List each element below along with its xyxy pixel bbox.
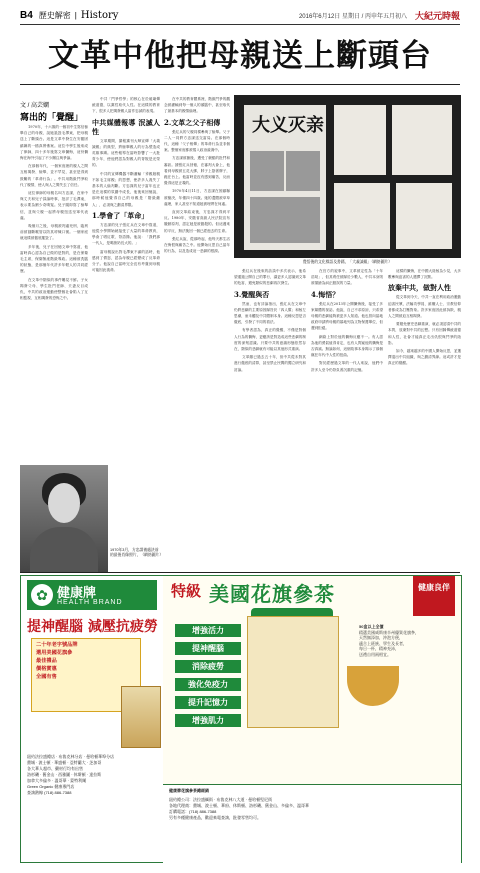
divider: | [74, 10, 77, 20]
portrait-body [30, 527, 98, 573]
document-image-3 [334, 183, 390, 249]
ad-rule [20, 572, 460, 573]
tea-cup-image [347, 666, 399, 706]
feature-line-5: 全國有售 [36, 674, 57, 680]
portrait-face [48, 483, 80, 523]
brand-logo [27, 580, 157, 610]
poster-title: 大义灭亲 [252, 115, 324, 136]
ad-side-info: 50盒以上全價 精選美國威斯康辛州優質花旗參， 天然無添加，沖泡方便， 適合上班族、學生及長者， 每日一杯，精神充沛， 送禮自用兩相宜。 [359, 624, 419, 657]
subhead-1: 中共媒體報導 泯滅人性 [92, 117, 160, 136]
section-name-en: History [80, 9, 119, 21]
page-header [20, 6, 460, 25]
body-column-3: 在中共的教育體系裡，階級鬥爭的觀念被灌輸到每一個人的頭腦中，甚至取代了最基本的親情倫理。 2.文革之父子相傳 張紅兵的父親同樣參與了檢舉。父子二人一同將方忠謀送交當局。在那個時代，這種「父子相傳」的革命行為並非個案。整個家庭都被捲入政治漩渦中。 方忠謀被捕後，遭受了嚴酷的批鬥和審訊。據張紅兵回憶，在審判大會上，他看到母親被五花大綁，脖子上掛著牌子，跪在台上。他當時並沒有感到痛苦，反而覺得這是正義的。 1970年4月11日，方忠謀在固鎮縣被槍決，年僅四十四歲。她的遺體被草草處理，家人甚至不知道她被埋葬在何處。 直到文革結束後，方忠謀才得到平反。1980年，安徽省高級人民法院宣布撤銷原判，認定她是被錯殺的。但這遲來的平反，無法挽回一個已經逝去的生命。 張紅兵說，從那時起，他每天都生活在悔恨與痛苦之中。他開始反思自己當年的行為，以及造成這一悲劇的根源。 [164, 97, 230, 254]
body-column-2: 中共「鬥爭哲學」的核心在於破壞傳統道德，以黨性取代人性。在這樣的教育下，很多人把揭發親人當作忠誠的表現。 中共媒體報導 泯滅人性 文革期間，黨報黨刊大肆宣傳「大義滅親」的典型，將檢舉親人的行為塑造成英雄事蹟。這些報導在當時影響了一大批青少年，使他們認為對親人的背叛是光榮的。 中共的宣傳機器不斷灌輸「爹親娘親不如毛主席親」的思想，使許多人喪失了基本的人倫判斷。方忠謀的兒子當年也正是在這樣的氛圍中成長，他後來回憶說，那時候他覺得自己的母親是「階級敵人」，必須與之劃清界限。 1.學會了「革命」 方忠謀的兒子張紅兵在文章中寫道，他從小學開始就接受了大量的革命教育，學會了唱紅歌、背語錄。他說：「我們那一代人，是喝狼奶長大的。」 當母親說出對毛澤東不滿的話時，他感到了憤怒，認為母親已經變成了反革命分子。他說自己當時完全沒有考慮到母親可能因此喪命。 [92, 97, 160, 273]
brand-name-en: HEALTH BRAND [57, 599, 123, 606]
benefit-6: 增強肌力 [175, 714, 241, 727]
headline-rule [20, 84, 460, 85]
ad-right-panel [163, 576, 461, 862]
main-photo-caption: 覺悟後的文化標語及書籍，「大義滅親」（網絡圖片） [302, 260, 393, 264]
body-column-4: 張紅兵在後來的訪談中多次表示，他希望通過公開自己的罪行，讓更多人認識到文革的危害，避免類似的悲劇再次發生。 3.覺醒與否 然而，也有評論指出，張紅兵在文章中仍將悲劇的主要原因歸咎於「四人幫」和極左思潮，而未觸及中共體制本身。這種反思是否徹底，引發了不同的看法。 有學者認為，真正的覺醒，不僅是對個人行為的懺悔，更應該是對造成這些悲劇的制度的深刻認識。只要中共的意識形態依然存在，類似的悲劇就有可能以其他形式重演。 文革雖已過去五十年，但中共從未對其進行徹底的清算，甚至禁止民間的獨立研究和討論。 [234, 269, 306, 372]
ad-footer-text: 紐約總公司：法拉盛緬街 · 布魯克林八大道 · 曼哈頓堅尼街 各地代理商：費城、波士頓、華府、休斯頓、洛杉磯、舊金山、多倫多、溫哥華 訂購電話：(718) 886-7388 另有多種健康產品，歡迎來電查詢，批發零售均可。 [169, 797, 309, 820]
benefit-2: 提神醒腦 [175, 642, 241, 655]
page-number: B4 [20, 9, 33, 21]
poster-panel-1 [250, 151, 284, 191]
product-package-image [121, 686, 161, 748]
brand-name-cn: 健康牌 [57, 585, 97, 600]
body-column-5: 在官方的敘事中，文革被定性為「十年浩劫」，但其責任被歸於少數人，中共本身則被描繪為糾正錯誤的力量。 4.悔悟？ 張紅兵在2013年公開懺悔後，接受了多家媒體的採訪。他說，自己不求原諒，只希望母親的悲劇能夠被更多人知道。他也曾向當地政府申請將母親的墓地列為文物保護單位，但遭到拒絕。 網絡上對於他的懺悔反應不一。有人認為他的勇氣值得肯定，也有人質疑他的懺悔是否真誠。無論如何，這個故事本身揭示了那個瘋狂年代中人性的扭曲。 對於經歷過文革的一代人來說，他們中許多人至今仍背負著沉重的記憶。 [311, 269, 383, 372]
body-column-1: 1970年，十六歲的一個初中生寫信檢舉自己的母親，說她詆毀毛澤東，把母親送上了斷頭台。這是文革中發生在安徽固鎮縣的一樁真實慘案。這位中學生後來成了律師，四十多年後寫文章懺悔，這份懺悔在海外引起了不少關注與爭論。 在那個年代，一個家庭裡的親人之間互相揭發、檢舉，並不罕見，甚至是得到鼓勵的「革命行為」。中共用階級鬥爭取代了親情，使人與人之間失去了信任。 這位律師的母親名叫方忠謀，在家中與丈夫和兒子談論時事，批評了毛澤東，表示要為劉少奇鳴冤。兒子隨即寫了檢舉信，並與父親一起將母親扭送至軍代表處。 幾個月之後，母親被判處死刑，臨刑前被割斷喉管以防其呼喊口號。一個家庭就這樣被徹底摧毀了。 多年後，兒子在回憶文章中寫道，他當時真心認為自己做的是對的，是在保衛毛主席，保衛無產階級專政。這種被洗腦的狀態，是那個年代許多年輕人的共同經歷。 在文革中類似的事件屢見不鮮。子女揭發父母、學生批鬥老師、夫妻反目成仇，中共的政治運動使整個社會陷入了互相監視、互相揭發的恐怖之中。 [20, 125, 88, 301]
subhead-4: 3.覺醒與否 [234, 289, 270, 299]
side-info-title: 50盒以上全價 [359, 624, 384, 629]
section-name: 歷史解密 [38, 10, 71, 20]
issue-date: 2016年6月12日 星期日 / 丙申年五月初八 [298, 13, 407, 20]
feature-line-1: 二十年老字號品牌 [36, 642, 78, 648]
masthead: 大紀元時報 [414, 10, 460, 21]
subhead-3: 2.文革之父子相傳 [164, 117, 221, 127]
ad-contact-info: 紐約法拉盛總店 · 布魯克林分店 · 曼哈頓華埠分店 費城 · 波士頓 · 華盛頓 · 亞特蘭大 · 芝加哥 各大華人超市、藥材行均有出售 洛杉磯 · 舊金山 · 西雅圖 · 休斯頓 · 達拉斯 加拿大多倫多 · 溫哥華 · 蒙特利爾 Green Organic 健康專門店 查詢熱線 (718) 886-7388 [27, 754, 115, 795]
headline: 文革中他把母親送上斷頭台 [48, 38, 432, 74]
feature-line-2: 選用美國花旗參 [36, 650, 73, 656]
subhead-2: 1.學會了「革命」 [92, 210, 149, 220]
portrait-photo [20, 465, 108, 573]
body-column-6: 這樣的懺悔，在中國大陸極為少見，大多數參與迫害的人選擇了沉默。 放棄中共，做對人性 從文革到今天，中共一直在利用政治運動迫害民眾，法輪功學員、維權人士、宗教信仰者都成為打壓對象。許多家庭因此被拆散，親人之間被迫互相揭發。 要避免歷史悲劇重演，就必須認清中共的本質，放棄對中共的幻想。只有回歸傳統道德和人性，社會才能真正走出仇恨與鬥爭的陰影。 如今，越來越多的中國人開始反思，並選擇退出中共組織，與之劃清界線。這或許才是真正的覺醒。 [388, 269, 461, 366]
benefit-1: 增強活力 [175, 624, 241, 637]
ad-special-label: 特級 [171, 582, 202, 600]
portrait-caption: 1970年3月，方忠謀被處決前的最後肖像照片，（網絡圖片） [110, 548, 164, 557]
ad-footer [163, 784, 461, 863]
benefit-3: 消除疲勞 [175, 660, 241, 673]
ad-footer-title: 健康牌花旗參茶總經銷 [169, 788, 209, 793]
author-line: 文 / 高芸嫻 [20, 103, 50, 109]
document-image-2 [392, 105, 452, 175]
subhead-5: 4.悔悟？ [311, 289, 340, 299]
ad-phone: (718) 886-7388 [189, 809, 217, 814]
main-photo [234, 95, 461, 258]
poster-image [244, 105, 326, 250]
document-image-1 [334, 105, 386, 175]
document-image-4 [396, 183, 452, 249]
brand-mark-icon: ✿ [31, 584, 53, 606]
feature-line-4: 價格實惠 [36, 666, 57, 672]
subhead-6: 放棄中共，做對人性 [388, 283, 451, 293]
ad-badge: 健康良伴 [413, 576, 455, 616]
topic-title: 寫出的「覺醒」 [20, 113, 84, 123]
advertisement [20, 575, 462, 863]
poster-panel-2 [286, 151, 320, 191]
ad-product-title: 美國花旗參茶 [209, 582, 335, 606]
ad-slogan: 提神醒腦 減壓抗疲勞 [27, 619, 158, 635]
ad-left-panel [21, 576, 163, 862]
poster-panel-3 [250, 197, 320, 243]
tea-jar-image [247, 616, 339, 728]
feature-line-3: 最佳禮品 [36, 658, 57, 664]
benefit-5: 提升記憶力 [175, 696, 241, 709]
benefit-4: 強化免疫力 [175, 678, 241, 691]
